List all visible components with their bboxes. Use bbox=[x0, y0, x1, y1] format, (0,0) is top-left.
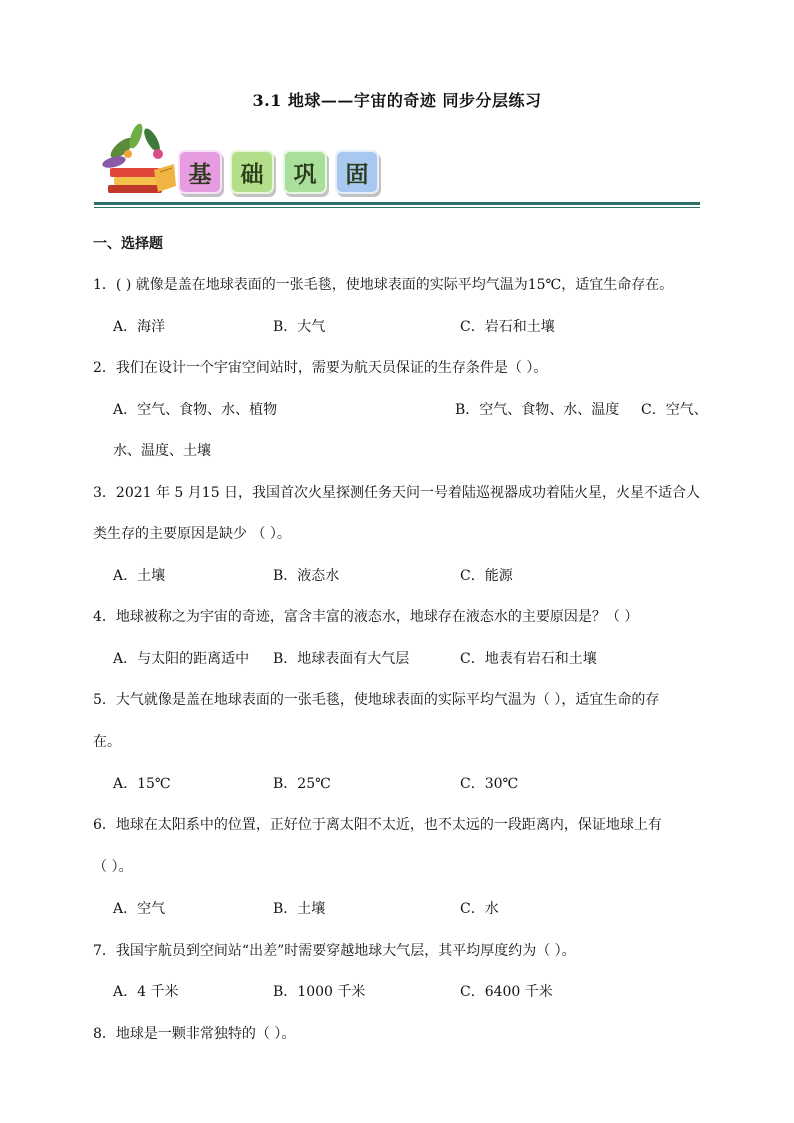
q6-option-a: A．空气 bbox=[113, 901, 166, 917]
question-2-text: 2．我们在设计一个宇宙空间站时，需要为航天员保证的生存条件是（ ）。 bbox=[93, 360, 548, 376]
question-3-text: 3．2021 年 5 月15 日，我国首次火星探测任务天问一号着陆巡视器成功着陆火星，火星不适合人 bbox=[93, 485, 701, 501]
q2-option-c-continued: 水、温度、土壤 bbox=[113, 443, 211, 459]
q5-option-a: A．15℃ bbox=[113, 776, 171, 792]
question-6-text-line2: （ ）。 bbox=[93, 859, 133, 875]
q6-option-c: C．水 bbox=[460, 901, 499, 917]
divider-thick bbox=[94, 202, 700, 205]
banner-tile-4: 固 bbox=[335, 150, 379, 194]
q4-option-b: B．地球表面有大气层 bbox=[273, 651, 410, 667]
q5-option-b: B．25℃ bbox=[273, 776, 331, 792]
banner-basic-consolidation bbox=[100, 120, 390, 195]
question-3-text-line2: 类生存的主要原因是缺少 （ ）。 bbox=[93, 526, 291, 542]
q3-option-b: B．液态水 bbox=[273, 568, 340, 584]
q4-option-a: A．与太阳的距离适中 bbox=[113, 651, 250, 667]
q2-option-c: C．空气、 bbox=[641, 402, 708, 418]
section-title: 一、选择题 bbox=[93, 236, 163, 252]
q7-option-c: C．6400 千米 bbox=[460, 984, 553, 1000]
question-7-text: 7．我国宇航员到空间站“出差”时需要穿越地球大气层，其平均厚度约为（ ）。 bbox=[93, 943, 576, 959]
q7-option-a: A．4 千米 bbox=[113, 984, 179, 1000]
page-title: 3.1 地球——宇宙的奇迹 同步分层练习 bbox=[252, 91, 542, 110]
question-5-text-line2: 在。 bbox=[93, 734, 121, 750]
banner-tile-3: 巩 bbox=[283, 150, 327, 194]
books-plant-illustration-icon bbox=[100, 120, 178, 195]
q2-option-a: A．空气、食物、水、植物 bbox=[113, 402, 278, 418]
banner-tile-1: 基 bbox=[178, 150, 222, 194]
question-5-text: 5．大气就像是盖在地球表面的一张毛毯，使地球表面的实际平均气温为（ ），适宜生命的存 bbox=[93, 692, 660, 708]
question-8-text: 8．地球是一颗非常独特的（ ）。 bbox=[93, 1026, 296, 1042]
q4-option-c: C．地表有岩石和土壤 bbox=[460, 651, 597, 667]
q1-option-b: B．大气 bbox=[273, 319, 326, 335]
question-4-text: 4．地球被称之为宇宙的奇迹，富含丰富的液态水，地球存在液态水的主要原因是？（ ） bbox=[93, 609, 639, 625]
q1-option-c: C．岩石和土壤 bbox=[460, 319, 555, 335]
q5-option-c: C．30℃ bbox=[460, 776, 519, 792]
q3-option-a: A．土壤 bbox=[113, 568, 166, 584]
question-6-text: 6．地球在太阳系中的位置，正好位于离太阳不太近，也不太远的一段距离内，保证地球上有 bbox=[93, 817, 662, 833]
divider-thin bbox=[94, 207, 700, 208]
q6-option-b: B．土壤 bbox=[273, 901, 326, 917]
banner-tile-2: 础 bbox=[230, 150, 274, 194]
question-1-text: 1．( ) 就像是盖在地球表面的一张毛毯，使地球表面的实际平均气温为15℃，适宜生命存在。 bbox=[93, 277, 674, 293]
q7-option-b: B．1000 千米 bbox=[273, 984, 366, 1000]
q3-option-c: C．能源 bbox=[460, 568, 513, 584]
q1-option-a: A．海洋 bbox=[113, 319, 166, 335]
q2-option-b: B．空气、食物、水、温度 bbox=[455, 402, 620, 418]
